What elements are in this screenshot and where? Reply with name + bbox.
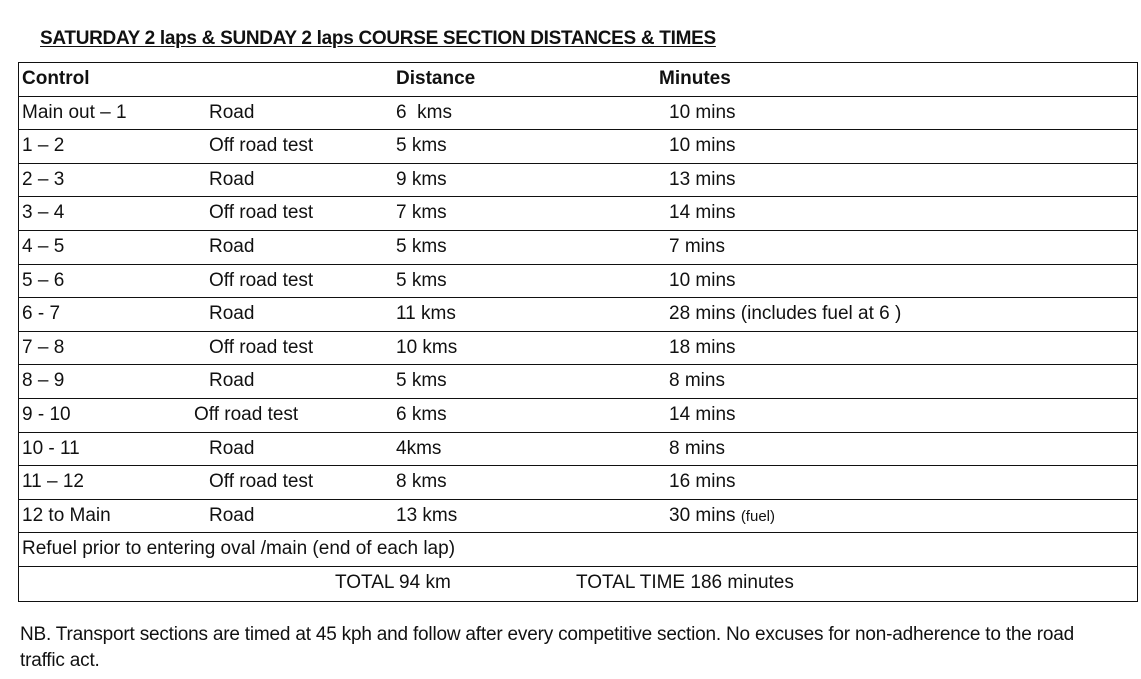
control-cell: 9 - 10 bbox=[22, 403, 71, 425]
table-row bbox=[19, 399, 1137, 433]
minutes-note: (fuel) bbox=[740, 507, 775, 525]
distance-cell: 11 kms bbox=[396, 303, 456, 325]
total-time: TOTAL TIME 186 minutes bbox=[576, 571, 794, 593]
header-minutes: Minutes bbox=[659, 68, 731, 89]
control-cell: 12 to Main bbox=[22, 504, 111, 526]
type-cell: Off road test bbox=[209, 202, 314, 224]
control-cell: Main out – 1 bbox=[22, 101, 127, 123]
type-cell: Road bbox=[209, 437, 255, 459]
table-row bbox=[19, 365, 1137, 399]
table-row bbox=[19, 298, 1137, 332]
type-cell: Road bbox=[209, 235, 255, 257]
distance-cell: 13 kms bbox=[396, 504, 458, 526]
distance-cell: 5 kms bbox=[396, 269, 447, 291]
distance-cell: 4kms bbox=[396, 437, 442, 459]
course-sections-table bbox=[18, 62, 1138, 602]
minutes-cell: 14 mins bbox=[669, 202, 736, 224]
total-distance: TOTAL 94 km bbox=[335, 571, 451, 593]
type-cell: Off road test bbox=[209, 471, 314, 493]
distance-cell: 7 kms bbox=[396, 202, 447, 224]
table-row bbox=[19, 97, 1137, 131]
control-cell: 4 – 5 bbox=[22, 235, 65, 257]
type-cell: Road bbox=[209, 303, 255, 325]
table-row bbox=[19, 197, 1137, 231]
distance-cell: 5 kms bbox=[396, 370, 447, 392]
distance-cell: 9 kms bbox=[396, 168, 447, 190]
minutes-cell: 10 mins bbox=[669, 135, 736, 157]
table-row bbox=[19, 265, 1137, 299]
distance-cell: 6 kms bbox=[396, 403, 447, 425]
minutes-cell: 14 mins bbox=[669, 403, 736, 425]
control-cell: 8 – 9 bbox=[22, 370, 65, 392]
header-distance: Distance bbox=[396, 68, 476, 89]
table-row bbox=[19, 466, 1137, 500]
totals-row bbox=[19, 567, 1137, 601]
minutes-cell: 8 mins bbox=[669, 437, 725, 459]
control-cell: 2 – 3 bbox=[22, 168, 65, 190]
control-cell: 6 - 7 bbox=[22, 303, 61, 325]
type-cell: Off road test bbox=[209, 336, 314, 358]
type-cell: Road bbox=[209, 101, 255, 123]
header-control: Control bbox=[22, 68, 90, 89]
type-cell: Off road test bbox=[209, 135, 314, 157]
refuel-note-row bbox=[19, 533, 1137, 567]
minutes-cell: 13 mins bbox=[669, 168, 736, 190]
table-row bbox=[19, 433, 1137, 467]
minutes-cell: 10 mins bbox=[669, 101, 736, 123]
type-cell: Road bbox=[209, 504, 255, 526]
table-row bbox=[19, 130, 1137, 164]
minutes-cell: 8 mins bbox=[669, 370, 725, 392]
minutes-cell bbox=[669, 505, 775, 528]
table-row bbox=[19, 164, 1137, 198]
control-cell: 10 - 11 bbox=[22, 437, 80, 459]
distance-cell: 6 kms bbox=[396, 101, 452, 123]
minutes-cell: 7 mins bbox=[669, 235, 725, 257]
type-cell: Off road test bbox=[194, 403, 299, 425]
table-row bbox=[19, 231, 1137, 265]
table-row bbox=[19, 332, 1137, 366]
type-cell: Off road test bbox=[209, 269, 314, 291]
table-row bbox=[19, 500, 1137, 534]
distance-cell: 5 kms bbox=[396, 235, 447, 257]
footnote: NB. Transport sections are timed at 45 kph and follow after every competitive section. No excuses for non-adherence to the road traffic act. bbox=[20, 624, 1074, 671]
minutes-cell: 28 mins (includes fuel at 6 ) bbox=[669, 303, 902, 325]
distance-cell: 8 kms bbox=[396, 471, 447, 493]
table-header-row bbox=[19, 63, 1137, 97]
control-cell: 1 – 2 bbox=[22, 135, 65, 157]
control-cell: 3 – 4 bbox=[22, 202, 65, 224]
minutes-value: 30 mins bbox=[669, 504, 736, 526]
type-cell: Road bbox=[209, 370, 255, 392]
minutes-cell: 16 mins bbox=[669, 471, 736, 493]
control-cell: 7 – 8 bbox=[22, 336, 65, 358]
minutes-cell: 10 mins bbox=[669, 269, 736, 291]
minutes-cell: 18 mins bbox=[669, 336, 736, 358]
control-cell: 11 – 12 bbox=[22, 471, 84, 493]
refuel-note: Refuel prior to entering oval /main (end of each lap) bbox=[22, 538, 456, 560]
control-cell: 5 – 6 bbox=[22, 269, 65, 291]
distance-cell: 5 kms bbox=[396, 135, 447, 157]
type-cell: Road bbox=[209, 168, 255, 190]
document-title: SATURDAY 2 laps & SUNDAY 2 laps COURSE SECTION DISTANCES & TIMES bbox=[40, 28, 716, 49]
distance-cell: 10 kms bbox=[396, 336, 458, 358]
